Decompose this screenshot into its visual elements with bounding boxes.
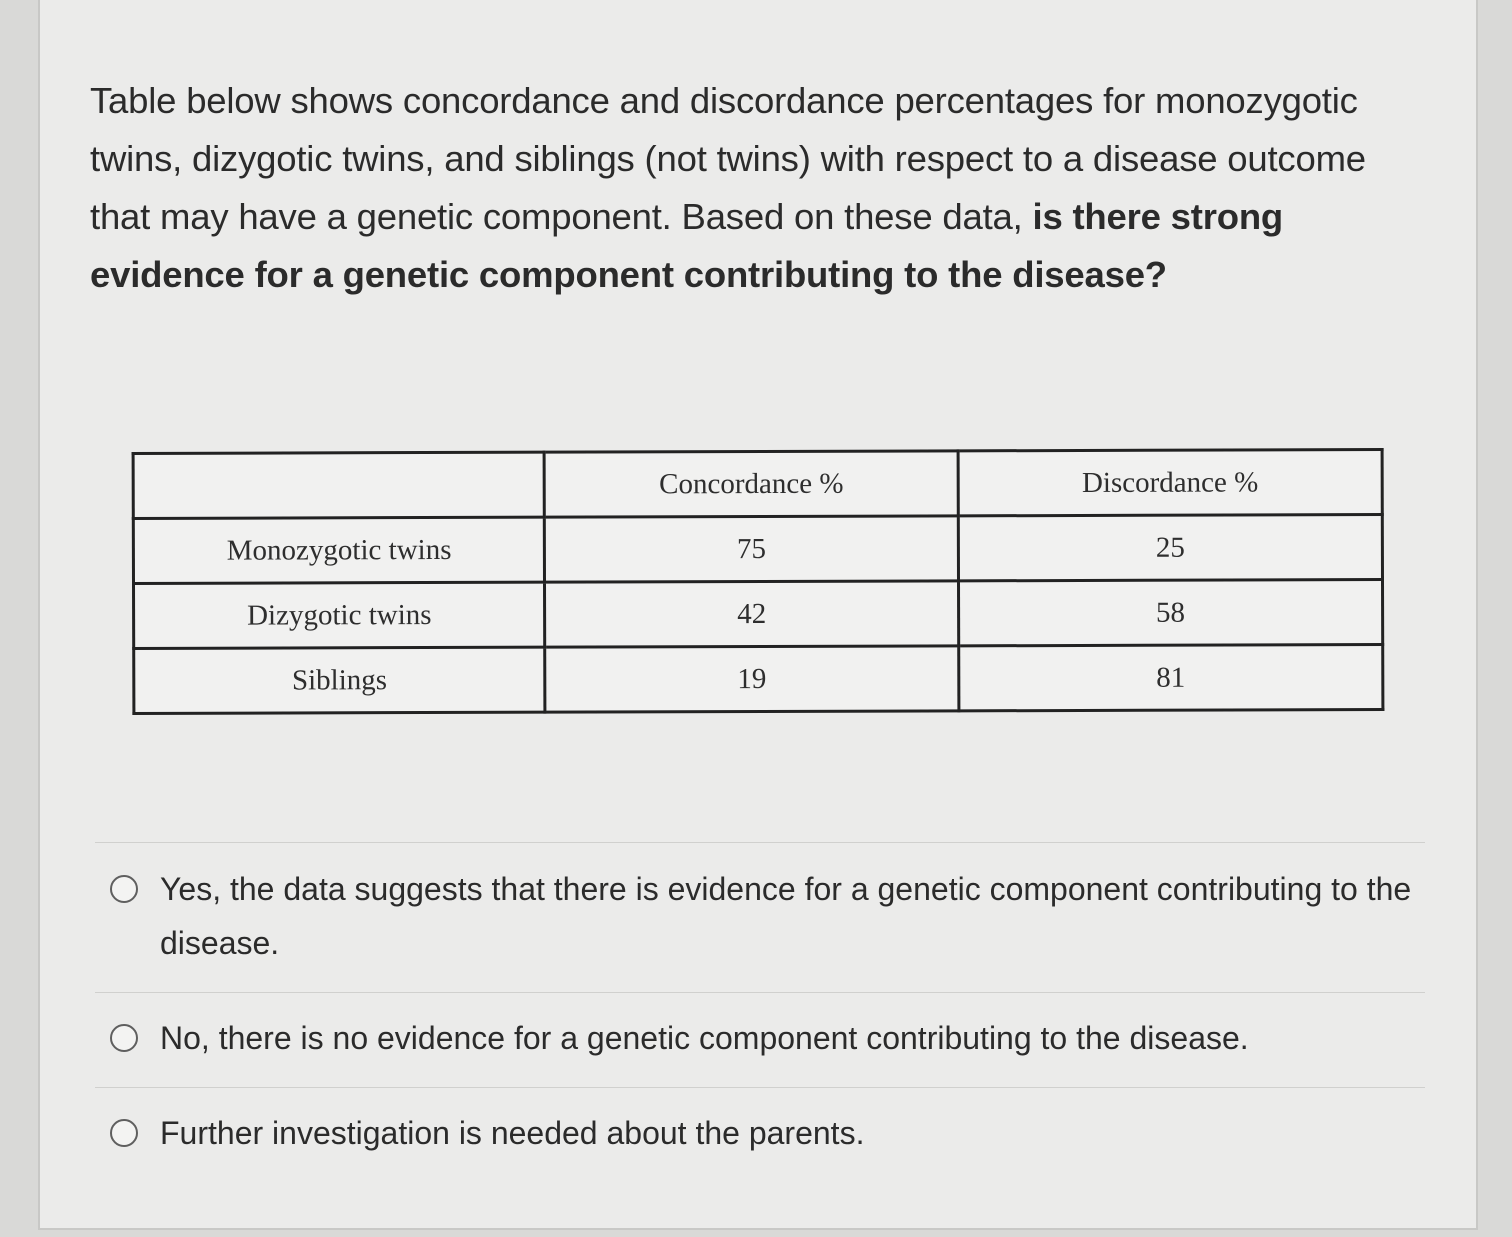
answer-option-further[interactable] [110, 1106, 1430, 1160]
table-header-concordance: Concordance % [544, 451, 958, 517]
option-divider [95, 1087, 1425, 1088]
concordance-value: 42 [545, 581, 959, 647]
answer-option-label: No, there is no evidence for a genetic component contributing to the disease. [160, 1020, 1249, 1056]
question-text-normal: Table below shows concordance and discordance percentages for monozygotic twins, dizygotic twins, and siblings (not twins) with respect to a disease outcome that may have a genetic component. Based on these data, [90, 80, 1366, 237]
discordance-value: 25 [958, 515, 1382, 581]
concordance-value: 19 [545, 646, 959, 712]
question-text-bold: is there strong evidence for a genetic component contributing to the disease? [90, 196, 1284, 295]
concordance-table [132, 448, 1385, 715]
table-header-row [133, 450, 1382, 519]
answer-option-label: Further investigation is needed about the parents. [160, 1115, 865, 1151]
row-label: Siblings [134, 647, 546, 713]
table-header-empty [133, 452, 545, 518]
question-card [38, 0, 1478, 1230]
option-divider [95, 842, 1425, 843]
table-row [134, 580, 1383, 649]
discordance-value: 81 [958, 645, 1382, 711]
radio-button[interactable] [110, 1119, 138, 1147]
question-text [90, 72, 1435, 304]
answer-option-no[interactable] [110, 1011, 1430, 1065]
row-label: Monozygotic twins [133, 517, 545, 583]
table-header-discordance: Discordance % [958, 450, 1382, 516]
table-row [134, 645, 1383, 714]
row-label: Dizygotic twins [134, 582, 546, 648]
answer-option-yes[interactable] [110, 862, 1430, 970]
option-divider [95, 992, 1425, 993]
answer-option-label: Yes, the data suggests that there is evidence for a genetic component contributing to the disease. [160, 871, 1412, 961]
radio-button[interactable] [110, 1024, 138, 1052]
radio-button[interactable] [110, 875, 138, 903]
concordance-value: 75 [545, 516, 959, 582]
table-row [133, 515, 1382, 584]
discordance-value: 58 [958, 580, 1382, 646]
